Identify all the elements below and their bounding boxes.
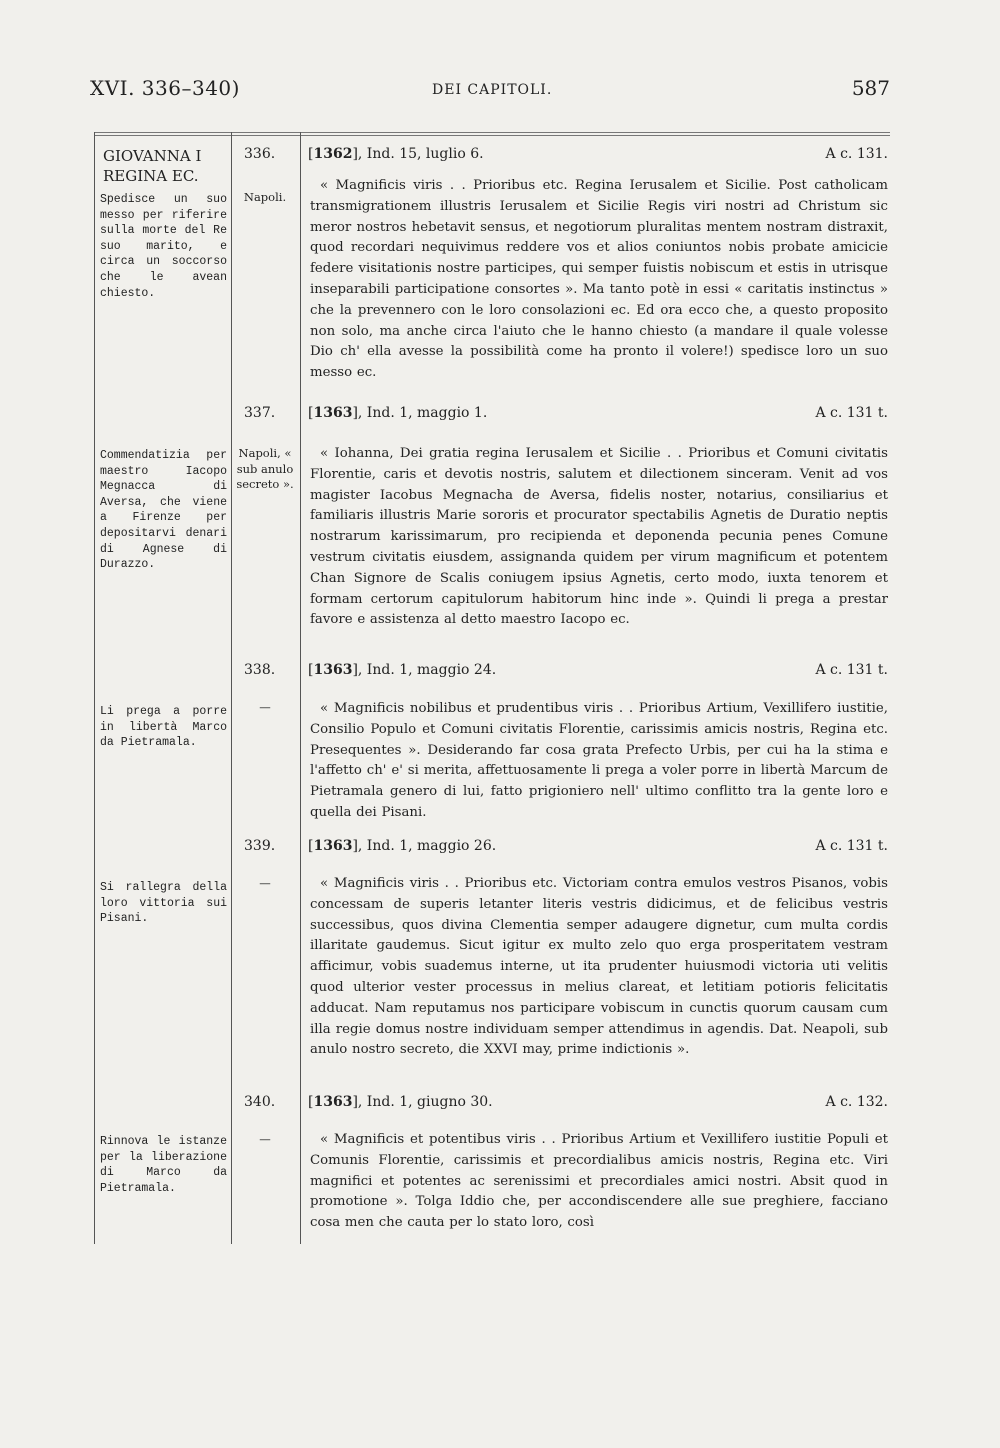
entry-date: , Ind. 1, giugno 30. [357,1094,493,1110]
entry-date: , Ind. 1, maggio 1. [357,405,488,421]
entry-header: [1363], Ind. 1, maggio 26. A c. 131 t. [308,838,888,854]
entry-number: 337. [244,405,276,421]
column-divider-left [94,132,95,1244]
column-divider-right [300,132,301,1244]
entry-place: — [259,700,271,714]
entry-text: « Magnificis viris . . Prioribus etc. Victoriam contra emulos vestros Pisanos, vobis concessam de superis letanter literis vestris didicimus, et de felicibus vestris successibus, quos divina Clementia semper adaugere dignetur, cum multa cordis illaritate gaudemus. Sicut igitur ex multo zelo quo erga prosperitatem vestram afficimur, vobis suademus interne, ut ita prudenter huiusmodi victoria uti velitis quod ulterior vester processus in melius clareat, et letitiam potioris felicitatis adducat. Nam reputamus nos participare vobiscum in cunctis quorum causam cum illa regie domus nostre individuam semper attendimus in agendis. Dat. Neapoli, sub anulo nostro secreto, die XXVI may, prime indictionis ». [310,876,888,1058]
entry-header: [1362], Ind. 15, luglio 6. A c. 131. [308,146,888,162]
entry-number: 339. [244,838,276,854]
entry-date: , Ind. 1, maggio 26. [357,838,497,854]
entry-text: « Magnificis nobilibus et prudentibus viris . . Prioribus Artium, Vexillifero iustitie, Consilio Populo et Comuni civitatis Florentie, carissimis amicis nostris, Regina etc. Presequentes ». Desiderando far cosa grata Prefecto Urbis, per cui ha la stima e l'affetto ch' e' si merita, affettuosamente li prega a voler porre in libertà Marcum de Pietramala genero di lui, fatto prigioniero nell' ultimo conflitto tra la gente loro e quella dei Pisani. [310,701,888,820]
entry-year: 1363 [313,662,353,678]
entry-place: Napoli, « sub anulo secreto ». [236,446,294,491]
column-divider-middle [231,132,232,1244]
entry-year: 1362 [313,146,353,162]
table-top-rule-inner [94,135,890,136]
page-number: 587 [851,76,890,100]
entry-header: [1363], Ind. 1, maggio 1. A c. 131 t. [308,405,888,421]
entry-header: [1363], Ind. 1, giugno 30. A c. 132. [308,1094,888,1110]
entry-number: 340. [244,1094,276,1110]
running-head-section: XVI. 336–340) [90,76,240,100]
table-top-rule [94,132,890,133]
entry-place: Napoli. [243,190,287,204]
sidebar-title-line2: REGINA EC. [103,167,199,185]
entry-header: [1363], Ind. 1, maggio 24. A c. 131 t. [308,662,888,678]
entry-text: « Iohanna, Dei gratia regina Ierusalem et Sicilie . . Prioribus et Comuni civitatis Florentie, caris et devotis nostris, salutem et dilectionem sinceram. Venit ad vos magister Iacobus Megnacha de Aversa, fidelis noster, notarius, consiliarius et familiaris illustris Marie sororis et procurator spectabilis Agnetis de Duratio neptis nostrarum karissimarum, pro recipienda et deponenda pecunia penes Comune vestrum civitatis eiusdem, assignanda quidem per virum magnificum et potentem Chan Signore de Scalis coniugem ipsius Agnetis, certo modo, iuxta tenorem et formam certorum capitulorum habitorum hinc inde ». Quindi li prega a prestar favore e assistenza al detto maestro Iacopo ec. [310,446,888,628]
entry-note: Commendatizia per maestro Iacopo Megnacca di Aversa, che viene a Firenze per depositarvi denari di Agnese di Durazzo. [100,449,227,572]
entry-place: — [259,1132,271,1146]
entry-note: Rinnova le istanze per la liberazione di Marco da Pietramala. [100,1135,227,1195]
entry-note: Li prega a porre in libertà Marco da Pietramala. [100,705,227,750]
entry-number: 338. [244,662,276,678]
entry-date: , Ind. 1, maggio 24. [357,662,497,678]
running-head [90,76,890,106]
running-head-title: DEI CAPITOLI. [432,82,553,98]
entry-number: 336. [244,146,276,162]
sidebar-title [103,146,227,186]
entry-reference: A c. 131. [825,146,888,162]
entry-year: 1363 [313,405,353,421]
entry-text: « Magnificis et potentibus viris . . Prioribus Artium et Vexillifero iustitie Populi et Comunis Florentie, carissimis et precordialibus amicis nostris, Regina etc. Viri magnifici et potentes ac serenissimi et precordiales amici nostri. Absit quod in promotione ». Tolga Iddio che, per accondiscendere alle sue preghiere, facciano cosa men che cauta per lo stato loro, così [310,1132,888,1231]
entry-reference: A c. 131 t. [815,838,888,854]
entry-reference: A c. 131 t. [815,662,888,678]
entry-date: , Ind. 15, luglio 6. [357,146,484,162]
sidebar-title-line1: GIOVANNA I [103,147,202,165]
entry-text: « Magnificis viris . . Prioribus etc. Regina Ierusalem et Sicilie. Post catholicam transmigrationem illustris Ierusalem et Sicilie Regis viri nostri ad Christum sic meror nostros hebetavit sensus, et negotiorum pluralitas mentem nostram distraxit, quod recordari nequivimus reddere vos et alios coniuntos nobis probate amicicie federe visitationis nostre participes, qui semper fuistis nobiscum et estis in utrisque inseparabili participatione consortes ». Ma tanto potè in essi « caritatis instinctus » che la prevennero con le loro consolazioni ec. Ed ora ecco che, a questo proposito non solo, ma anche circa l'aiuto che le hanno chiesto (a mandare il quale volesse Dio ch' ella avesse la possibilità come ha pronto il volere!) spedisce loro un suo messo ec. [310,178,888,381]
entry-year: 1363 [313,838,353,854]
entry-year: 1363 [313,1094,353,1110]
entry-place: — [259,876,271,890]
entry-note: Si rallegra della loro vittoria sui Pisani. [100,881,227,926]
entry-reference: A c. 132. [825,1094,888,1110]
entry-note: Spedisce un suo messo per riferire sulla morte del Re suo marito, e circa un soccorso che le avean chiesto. [100,193,227,300]
entry-reference: A c. 131 t. [815,405,888,421]
